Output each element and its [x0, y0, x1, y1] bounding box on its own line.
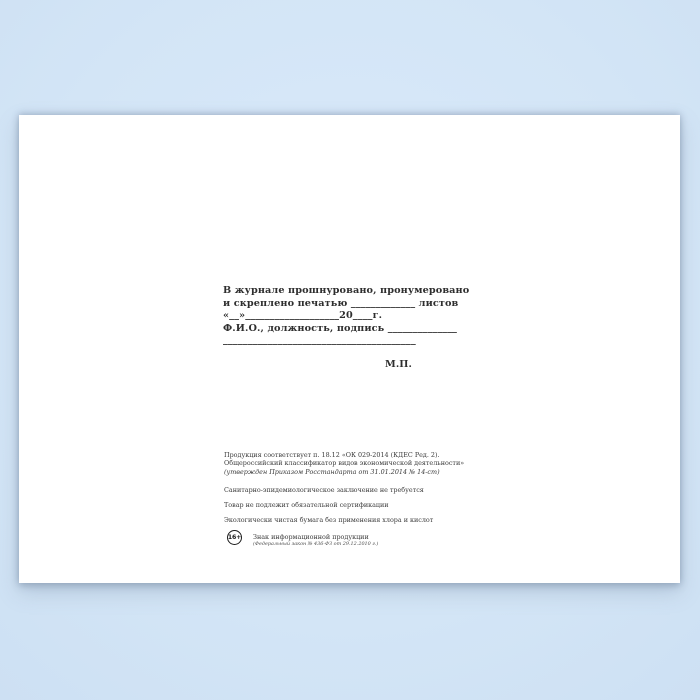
- signature-underline: _______________________________________: [223, 335, 416, 347]
- paper-page: [19, 115, 680, 583]
- classifier-note: (утвержден Приказом Росстандарта от 31.01.2014 № 14-ст): [224, 467, 440, 476]
- age-mark-law-note: (Федеральный закон № 436-ФЗ от 29.12.2010 г.): [253, 540, 379, 547]
- certification-line: Товар не подлежит обязательной сертификации: [224, 500, 389, 509]
- age-mark-text: [253, 530, 378, 547]
- stitching-line-2: и скреплено печатью _____________ листов: [223, 297, 459, 309]
- seal-placeholder: М.П.: [385, 358, 413, 370]
- stitching-statement: [223, 285, 470, 372]
- eco-line: Экологически чистая бумага без применения хлора и кислот: [224, 515, 434, 524]
- classifier-line-2: Общероссийский классификатор видов экономической деятельности»: [224, 459, 465, 468]
- age-rating-16plus-icon: 16+: [227, 530, 242, 545]
- compliance-block: [224, 451, 465, 547]
- age-mark: [224, 530, 454, 547]
- age-mark-title: Знак информационной продукции: [253, 532, 369, 541]
- sanitary-line: Санитарно-эпидемиологическое заключение не требуется: [224, 485, 424, 494]
- stitching-line-1: В журнале прошнуровано, пронумеровано: [223, 285, 470, 296]
- stitching-line-4: Ф.И.О., должность, подпись ______________: [223, 322, 457, 334]
- classifier-line-1: Продукция соответствует п. 18.12 «ОК 029-2014 (КДЕС Ред. 2).: [224, 451, 440, 459]
- stitching-line-3: «__»___________________20____г.: [223, 310, 383, 322]
